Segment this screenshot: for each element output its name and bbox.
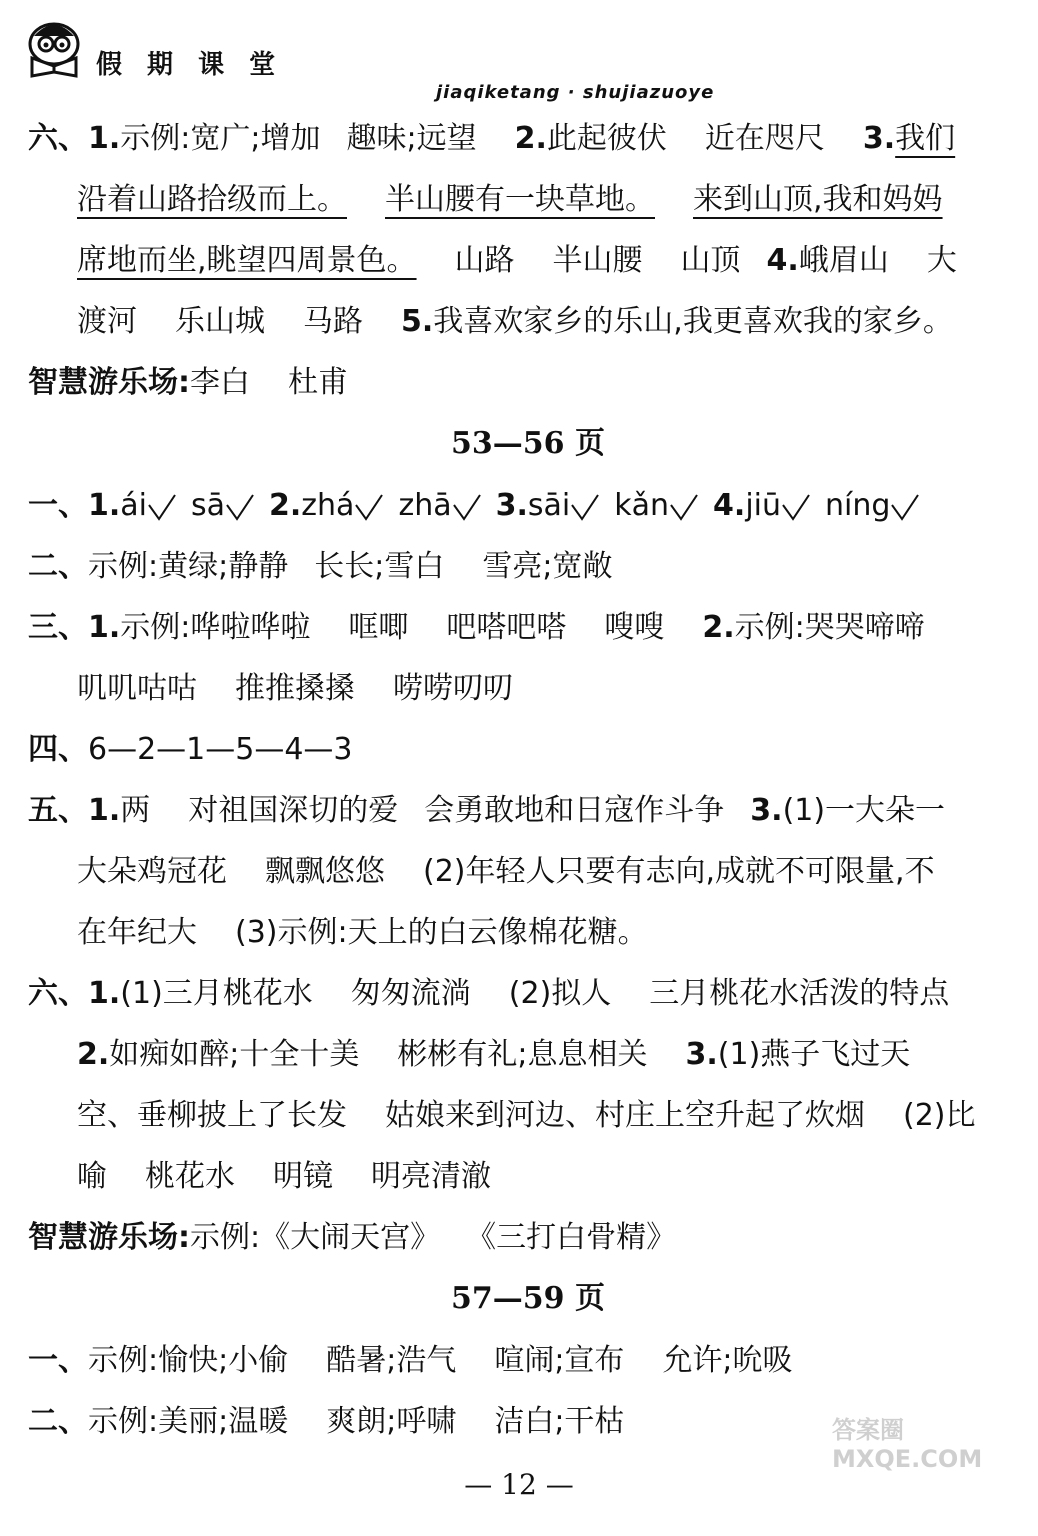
answer-text: 彬彬有礼;息息相关: [397, 1037, 648, 1072]
answer-line: [28, 841, 1028, 902]
answer-text: 趣味;远望: [346, 121, 477, 156]
item-number: 2.: [77, 1037, 110, 1072]
answer-text: 如痴如醉;十全十美: [109, 1037, 360, 1072]
answer-text: 渡河: [77, 304, 137, 339]
answer-text: 爽朗;呼啸: [326, 1404, 457, 1439]
item-number: 二、: [28, 549, 88, 584]
answer-line: [28, 1146, 1028, 1207]
answer-text: 哐唧: [348, 610, 409, 645]
answer-line: [28, 352, 1028, 413]
answer-text: 示例:愉快;小偷: [88, 1343, 289, 1378]
underlined-text: 半山腰有一块草地。: [385, 182, 655, 217]
item-number: 4.: [766, 243, 799, 278]
item-number: 2.: [702, 610, 735, 645]
page-number: — 12 —: [464, 1468, 574, 1501]
answer-text: 会勇敢地和日寇作斗争: [424, 793, 725, 828]
item-number: 4.: [713, 488, 746, 523]
item-number: 3.: [495, 488, 528, 523]
pinyin-answer: kǎn: [614, 488, 670, 523]
answer-text: (1)一大朵一: [782, 793, 946, 828]
answer-text: 允许;吮吸: [662, 1343, 793, 1378]
answer-text: 两: [120, 793, 151, 828]
answer-text: 在年纪大: [77, 915, 197, 950]
item-number: 三、1.: [28, 610, 121, 645]
item-number: 3.: [685, 1037, 718, 1072]
watermark-url: MXQE.COM: [832, 1445, 983, 1473]
answer-line: [28, 1024, 1028, 1085]
answer-line: [28, 719, 1028, 780]
answer-text: 喻: [77, 1159, 107, 1194]
answer-text: 6—2—1—5—4—3: [88, 732, 353, 767]
item-number: 六、1.: [28, 976, 121, 1011]
answer-text: 嗖嗖: [604, 610, 665, 645]
section-label: 智慧游乐场:: [28, 365, 190, 400]
answer-line: [28, 230, 1028, 291]
pinyin-answer: zhā: [398, 488, 452, 523]
item-number: 二、: [28, 1404, 88, 1439]
underlined-text: 我们: [895, 121, 956, 156]
item-number: 四、: [28, 732, 88, 767]
answer-text: 推推搡搡: [235, 671, 355, 706]
answer-text: 示例:《大闹天宫》: [190, 1220, 441, 1255]
answer-text: 明镜: [273, 1159, 333, 1194]
section-label: 智慧游乐场:: [28, 1220, 190, 1255]
checkmark-icon: [781, 493, 811, 521]
answer-text: 马路: [303, 304, 363, 339]
answer-line: [28, 597, 1028, 658]
answer-line: [28, 1330, 1028, 1391]
answer-line: [28, 963, 1028, 1024]
item-number: 5.: [401, 304, 434, 339]
answer-text: 示例:宽广;增加: [120, 121, 321, 156]
answer-text: 示例:黄绿;静静: [88, 549, 289, 584]
item-number: 一、1.: [28, 488, 121, 523]
answer-text: 峨眉山: [798, 243, 889, 278]
answer-text: 三月桃花水活泼的特点: [649, 976, 950, 1011]
pinyin-answer: sā: [191, 488, 226, 523]
answer-line: [28, 169, 1028, 230]
answer-text: 匆匆流淌: [350, 976, 471, 1011]
underlined-text: 来到山顶,我和妈妈: [693, 182, 943, 217]
answer-line: [28, 536, 1028, 597]
checkmark-icon: [225, 493, 255, 521]
watermark-text: 答案圈: [832, 1416, 904, 1444]
item-number: 一、: [28, 1343, 88, 1378]
item-number: 3.: [862, 121, 896, 156]
answer-text: (3)示例:天上的白云像棉花糖。: [235, 915, 648, 950]
answer-text: 我喜欢家乡的乐山,我更喜欢我的家乡。: [433, 304, 953, 339]
answer-text: 明亮清澈: [371, 1159, 491, 1194]
answer-text: 空、垂柳披上了长发: [77, 1098, 347, 1133]
pinyin-answer: zhá: [301, 488, 355, 523]
item-number: 六、1.: [28, 121, 121, 156]
answer-line: [28, 780, 1028, 841]
answer-text: 示例:哗啦哗啦: [120, 610, 311, 645]
answer-line: [28, 291, 1028, 352]
answer-text: 杜甫: [288, 365, 348, 400]
answer-text: 李白: [190, 365, 250, 400]
answer-text: (2)拟人: [508, 976, 612, 1011]
answer-text: 喧闹;宣布: [494, 1343, 625, 1378]
answer-line: [28, 1085, 1028, 1146]
item-number: 五、1.: [28, 793, 121, 828]
page-header: [20, 14, 1020, 104]
answer-text: 飘飘悠悠: [265, 854, 385, 889]
answer-text: 对祖国深切的爱: [188, 793, 399, 828]
answer-text: 此起彼伏: [546, 121, 667, 156]
item-number: 3.: [750, 793, 783, 828]
checkmark-icon: [452, 493, 482, 521]
answer-text: 酷暑;浩气: [326, 1343, 457, 1378]
answer-text: 半山腰: [552, 243, 643, 278]
answer-text: (2)比: [903, 1098, 976, 1133]
checkmark-icon: [669, 493, 699, 521]
checkmark-icon: [570, 493, 600, 521]
answer-text: (1)燕子飞过天: [717, 1037, 911, 1072]
answer-text: 乐山城: [175, 304, 265, 339]
underlined-text: 沿着山路拾级而上。: [77, 182, 347, 217]
answer-text: 叽叽咕咕: [77, 671, 197, 706]
answer-content: [28, 108, 1028, 1452]
answer-text: 山顶: [680, 243, 741, 278]
underlined-text: 席地而坐,眺望四周景色。: [77, 243, 417, 278]
answer-text: 姑娘来到河边、村庄上空升起了炊烟: [385, 1098, 865, 1133]
page-range-heading: 57—59 页: [451, 1281, 605, 1316]
answer-text: (2)年轻人只要有志向,成就不可限量,不: [423, 854, 935, 889]
answer-text: 示例:美丽;温暖: [88, 1404, 289, 1439]
checkmark-icon: [147, 493, 177, 521]
pinyin-answer: níng: [825, 488, 891, 523]
checkmark-icon: [354, 493, 384, 521]
answer-text: (1)三月桃花水: [120, 976, 313, 1011]
answer-line: [28, 475, 1028, 536]
brand-title: 假 期 课 堂: [96, 50, 284, 80]
brand-pinyin: jiaqiketang · shujiazuoye: [436, 82, 715, 103]
answer-text: 雪亮;宽敞: [482, 549, 613, 584]
answer-line: [28, 902, 1028, 963]
pinyin-answer: ái: [120, 488, 147, 523]
item-number: 2.: [269, 488, 302, 523]
answer-line: [28, 1207, 1028, 1268]
answer-text: 山路: [454, 243, 515, 278]
answer-text: 大朵鸡冠花: [77, 854, 227, 889]
pinyin-answer: sāi: [527, 488, 571, 523]
answer-text: 《三打白骨精》: [466, 1220, 677, 1255]
answer-text: 长长;雪白: [314, 549, 445, 584]
answer-text: 桃花水: [145, 1159, 235, 1194]
answer-line: [28, 658, 1028, 719]
answer-text: 近在咫尺: [704, 121, 825, 156]
answer-text: 示例:哭哭啼啼: [734, 610, 925, 645]
pinyin-answer: jiū: [745, 488, 781, 523]
item-number: 2.: [514, 121, 547, 156]
answer-text: 唠唠叨叨: [393, 671, 513, 706]
answer-text: 吧嗒吧嗒: [446, 610, 567, 645]
cartoon-reader-logo-icon: [20, 14, 88, 78]
answer-text: 洁白;干枯: [494, 1404, 625, 1439]
answer-line: [28, 108, 1028, 169]
checkmark-icon: [890, 493, 920, 521]
answer-text: 大: [926, 243, 957, 278]
page-range-heading: 53—56 页: [451, 426, 605, 461]
